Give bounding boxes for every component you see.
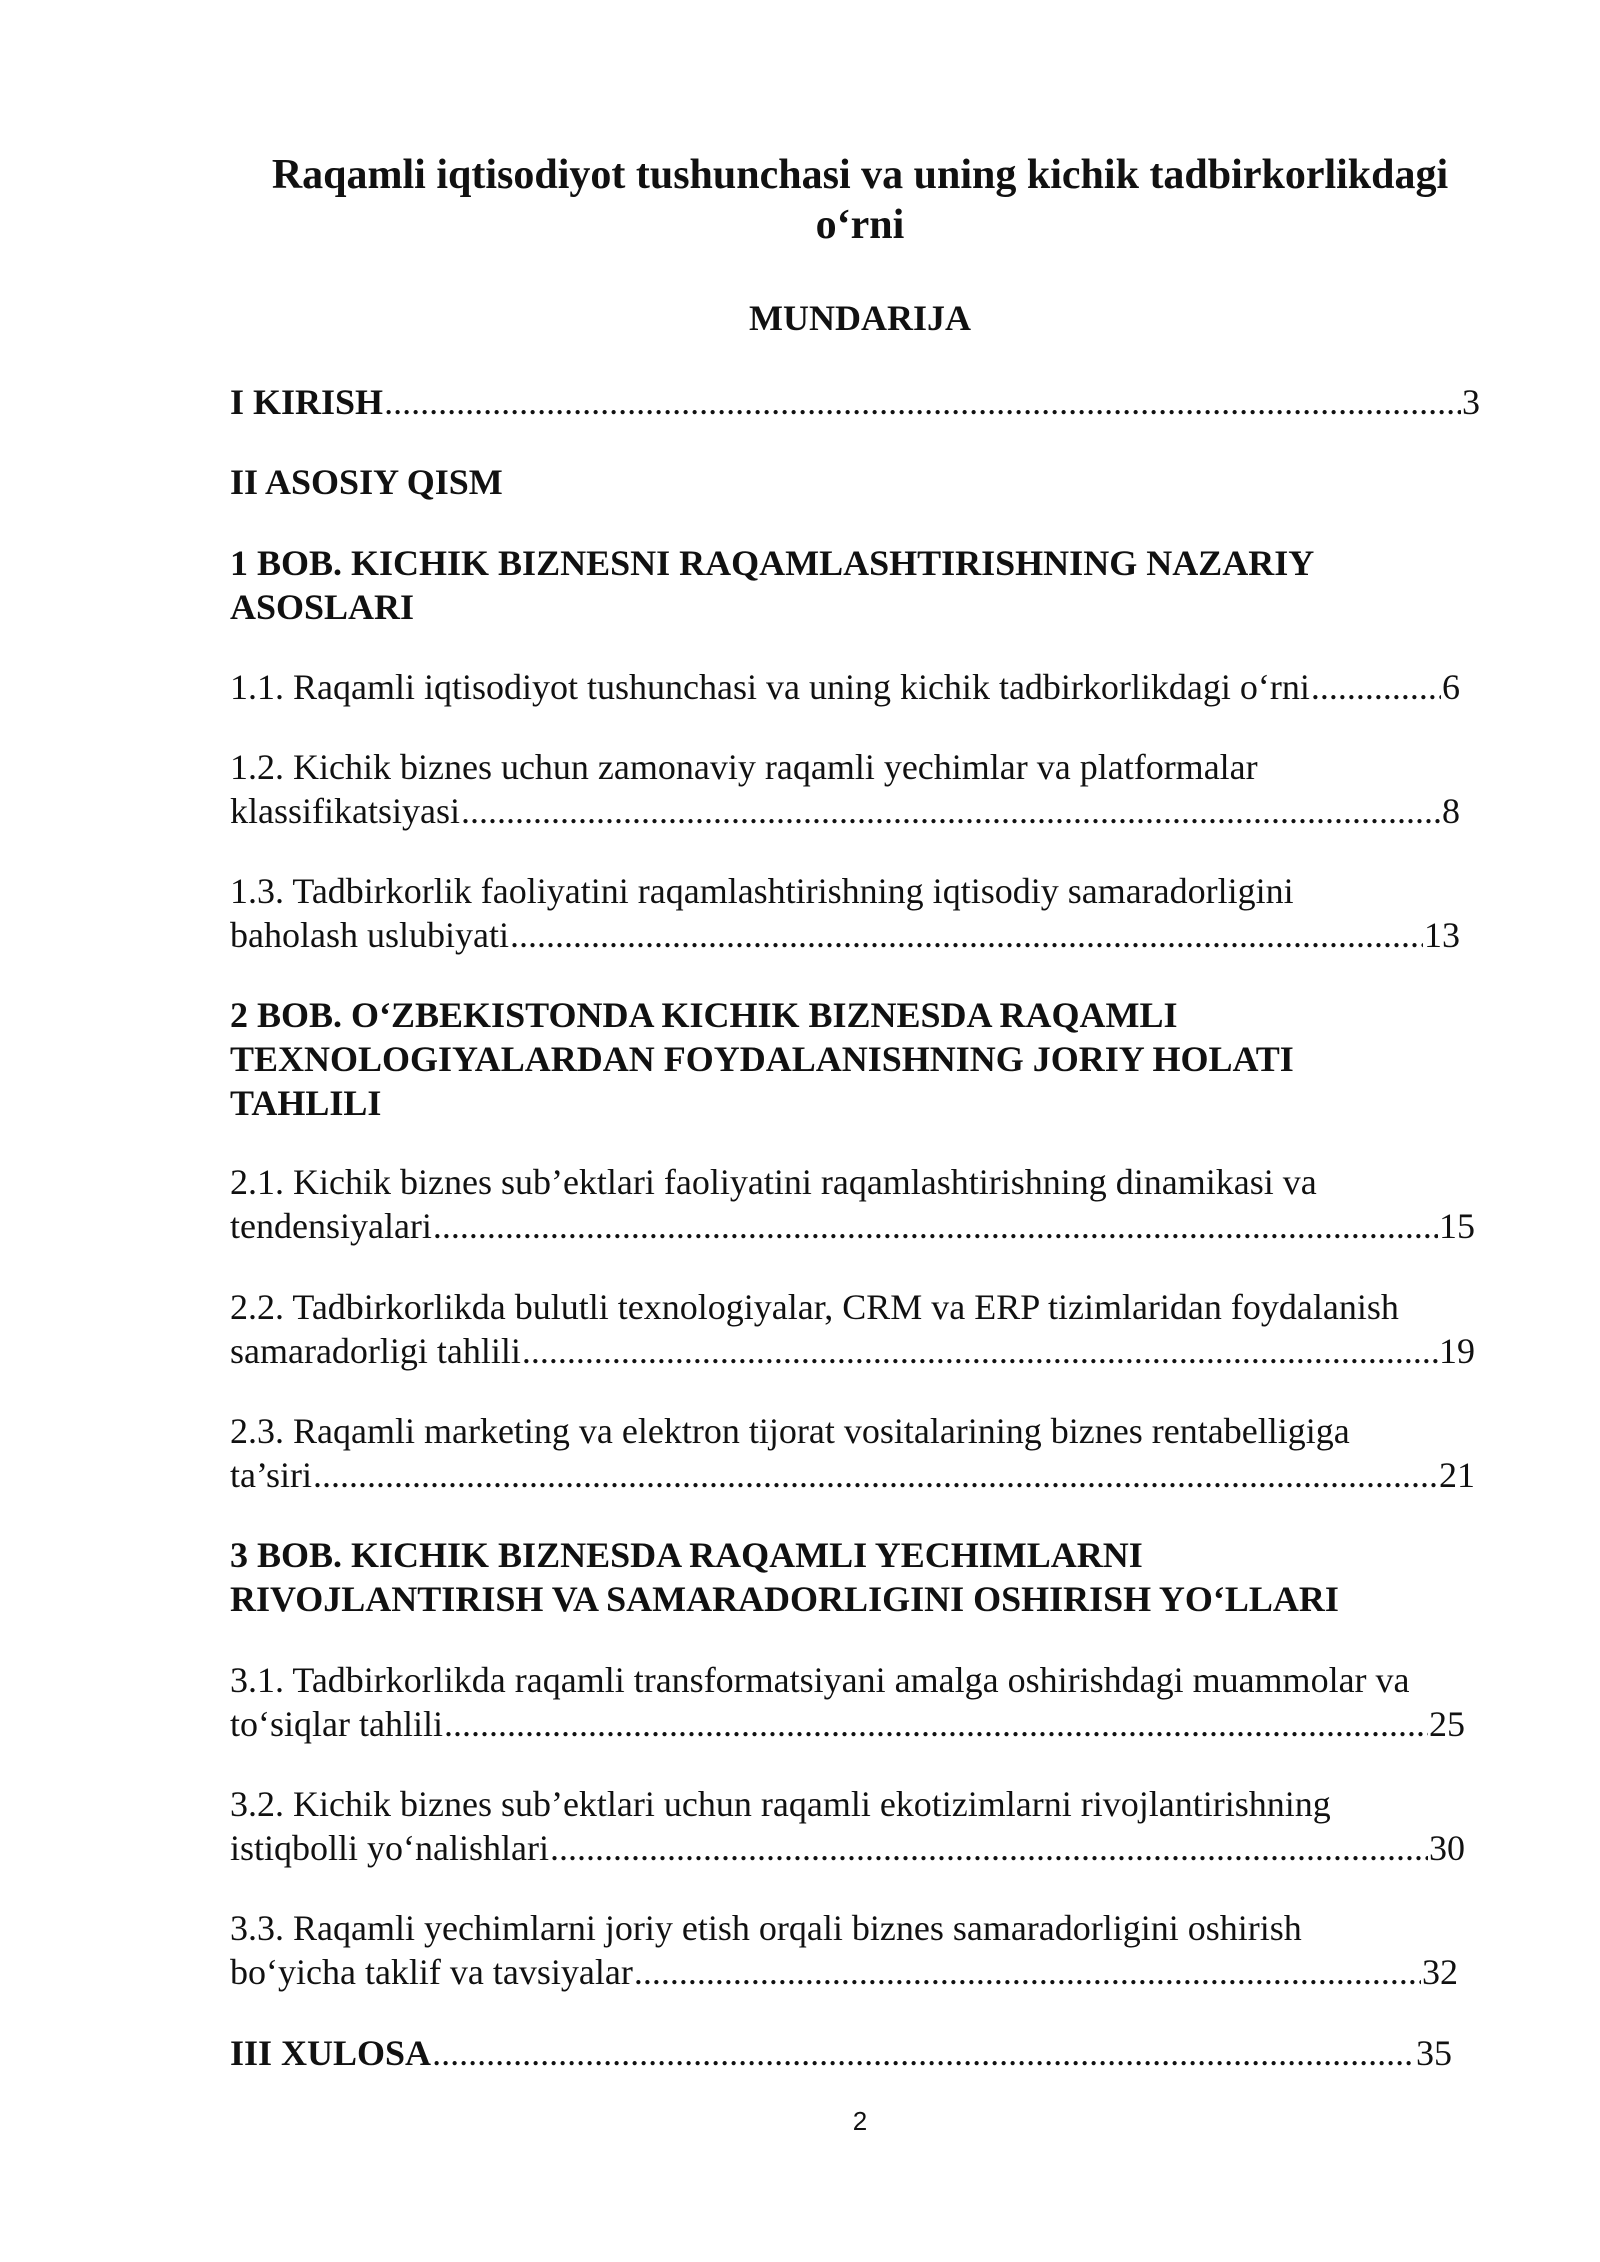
toc-entry-2-1: [230, 1160, 1475, 1248]
document-title: [240, 150, 1480, 250]
toc-entry-line: 3.1. Tadbirkorlikda raqamli transformatsiyani amalga oshirishdagi muammolar va: [230, 1660, 1410, 1700]
toc-chapter-2: [230, 993, 1294, 1125]
dot-leader: [522, 1329, 1438, 1373]
dot-leader: [313, 1453, 1438, 1497]
dot-leader: [550, 1826, 1428, 1870]
toc-chapter-1: [230, 541, 1314, 629]
toc-entry-conclusion: [230, 2031, 1452, 2075]
document-title-line1: Raqamli iqtisodiyot tushunchasi va uning kichik tadbirkorlikdagi: [271, 152, 1449, 198]
toc-entry-main-part: [230, 460, 503, 504]
dot-leader: [433, 1204, 1438, 1248]
toc-entry-label: ta’siri: [230, 1455, 312, 1495]
toc-chapter-line: 3 BOB. KICHIK BIZNESDA RAQAMLI YECHIMLARNI: [230, 1535, 1143, 1575]
toc-entry-label: samaradorligi tahlili: [230, 1331, 521, 1371]
toc-entry-label: tendensiyalari: [230, 1206, 432, 1246]
toc-page-number: 32: [1422, 1952, 1458, 1992]
document-title-line2: o‘rni: [815, 202, 905, 248]
toc-entry-line: 2.1. Kichik biznes sub’ektlari faoliyatini raqamlashtirishning dinamikasi va: [230, 1162, 1317, 1202]
toc-chapter-line: TAHLILI: [230, 1083, 382, 1123]
toc-entry-label: bo‘yicha taklif va tavsiyalar: [230, 1952, 633, 1992]
toc-chapter-line: RIVOJLANTIRISH VA SAMARADORLIGINI OSHIRISH YO‘LLARI: [230, 1579, 1339, 1619]
toc-page-number: 19: [1439, 1331, 1475, 1371]
toc-entry-label: klassifikatsiyasi: [230, 791, 460, 831]
toc-entry-label: istiqbolli yo‘nalishlari: [230, 1828, 549, 1868]
toc-page-number: 8: [1442, 791, 1460, 831]
dot-leader: [461, 789, 1441, 833]
dot-leader: [444, 1702, 1428, 1746]
toc-page-number: 30: [1429, 1828, 1465, 1868]
toc-chapter-line: TEXNOLOGIYALARDAN FOYDALANISHNING JORIY HOLATI: [230, 1039, 1294, 1079]
toc-entry-3-2: [230, 1782, 1465, 1870]
toc-entry-label: II ASOSIY QISM: [230, 462, 503, 502]
toc-entry-intro: [230, 380, 1480, 424]
toc-entry-label: III XULOSA: [230, 2033, 432, 2073]
toc-page-number: 3: [1462, 382, 1480, 422]
toc-heading: MUNDARIJA: [749, 298, 971, 338]
dot-leader: [1311, 665, 1441, 709]
toc-entry-1-3: [230, 869, 1460, 957]
toc-page-number: 15: [1439, 1206, 1475, 1246]
toc-entry-label: to‘siqlar tahlili: [230, 1704, 443, 1744]
toc-page-number: 25: [1429, 1704, 1465, 1744]
toc-entry-2-2: [230, 1285, 1475, 1373]
dot-leader: [510, 913, 1423, 957]
toc-entry-line: 3.3. Raqamli yechimlarni joriy etish orqali biznes samaradorligini oshirish: [230, 1908, 1302, 1948]
toc-entry-line: 3.2. Kichik biznes sub’ektlari uchun raqamli ekotizimlarni rivojlantirishning: [230, 1784, 1331, 1824]
toc-chapter-line: 1 BOB. KICHIK BIZNESNI RAQAMLASHTIRISHNING NAZARIY: [230, 543, 1315, 583]
page-number: 2: [852, 2106, 868, 2136]
toc-page-number: 21: [1439, 1455, 1475, 1495]
toc-entry-2-3: [230, 1409, 1475, 1497]
toc-entry-1-2: [230, 745, 1460, 833]
toc-entry-line: 1.2. Kichik biznes uchun zamonaviy raqamli yechimlar va platformalar: [230, 747, 1258, 787]
dot-leader: [384, 380, 1461, 424]
toc-entry-3-3: [230, 1906, 1458, 1994]
toc-chapter-line: ASOSLARI: [230, 587, 415, 627]
toc-entry-line: 2.3. Raqamli marketing va elektron tijorat vositalarining biznes rentabelligiga: [230, 1411, 1350, 1451]
toc-chapter-3: [230, 1533, 1339, 1621]
toc-entry-label: I KIRISH: [230, 382, 384, 422]
toc-page-number: 13: [1424, 915, 1460, 955]
dot-leader: [634, 1950, 1421, 1994]
toc-entry-label: 1.1. Raqamli iqtisodiyot tushunchasi va uning kichik tadbirkorlikdagi o‘rni: [230, 667, 1310, 707]
dot-leader: [432, 2031, 1415, 2075]
toc-page-number: 6: [1442, 667, 1460, 707]
toc-entry-label: baholash uslubiyati: [230, 915, 509, 955]
toc-chapter-line: 2 BOB. O‘ZBEKISTONDA KICHIK BIZNESDA RAQAMLI: [230, 995, 1178, 1035]
toc-page-number: 35: [1416, 2033, 1452, 2073]
toc-entry-3-1: [230, 1658, 1465, 1746]
toc-entry-line: 2.2. Tadbirkorlikda bulutli texnologiyalar, CRM va ERP tizimlaridan foydalanish: [230, 1287, 1399, 1327]
toc-entry-line: 1.3. Tadbirkorlik faoliyatini raqamlashtirishning iqtisodiy samaradorligini: [230, 871, 1294, 911]
toc-entry-1-1: [230, 665, 1460, 709]
